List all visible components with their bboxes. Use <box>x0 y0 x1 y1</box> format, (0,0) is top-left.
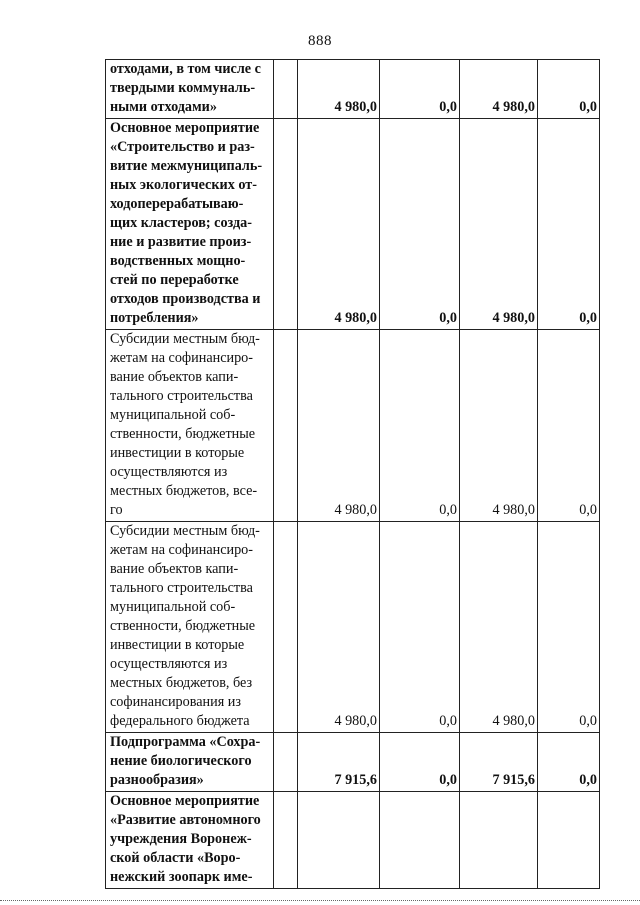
value-cell: 4 980,0 <box>298 330 380 522</box>
value-cell: 4 980,0 <box>298 60 380 119</box>
description-line: Основное мероприятие <box>110 793 260 809</box>
row-description <box>106 119 274 330</box>
value-cell <box>538 792 600 889</box>
description-line: разнообразия» <box>110 772 204 788</box>
table-row <box>106 522 600 733</box>
description-line: ственности, бюджетные <box>110 426 256 442</box>
row-description <box>106 522 274 733</box>
description-line: отходами, в том числе с <box>110 61 261 77</box>
description-line: Субсидии местным бюд- <box>110 331 260 347</box>
description-line: тального строительства <box>110 580 253 596</box>
empty-cell <box>274 330 298 522</box>
empty-cell <box>274 60 298 119</box>
description-line: отходов производства и <box>110 291 261 307</box>
empty-cell <box>274 119 298 330</box>
table-row <box>106 119 600 330</box>
table-row <box>106 60 600 119</box>
description-line: го <box>110 502 123 518</box>
value-cell: 0,0 <box>538 330 600 522</box>
description-line: Субсидии местным бюд- <box>110 523 260 539</box>
row-description <box>106 330 274 522</box>
value-cell <box>460 792 538 889</box>
table-row <box>106 792 600 889</box>
value-cell: 0,0 <box>538 60 600 119</box>
value-cell: 0,0 <box>380 119 460 330</box>
value-cell: 0,0 <box>538 119 600 330</box>
description-line: софинансирования из <box>110 694 241 710</box>
description-line: муниципальной соб- <box>110 599 236 615</box>
description-line: ственности, бюджетные <box>110 618 256 634</box>
description-line: ской области «Воро- <box>110 850 241 866</box>
value-cell: 4 980,0 <box>460 522 538 733</box>
description-line: муниципальной соб- <box>110 407 236 423</box>
description-line: водственных мощно- <box>110 253 246 269</box>
description-line: витие межмуниципаль- <box>110 158 263 174</box>
empty-cell <box>274 792 298 889</box>
page-bottom-rule <box>0 900 640 901</box>
description-line: тального строительства <box>110 388 253 404</box>
value-cell: 0,0 <box>538 733 600 792</box>
value-cell: 7 915,6 <box>298 733 380 792</box>
description-line: нение биологического <box>110 753 252 769</box>
value-cell: 4 980,0 <box>298 522 380 733</box>
description-line: нежский зоопарк име- <box>110 869 253 885</box>
description-line: вание объектов капи- <box>110 369 239 385</box>
description-line: ние и развитие произ- <box>110 234 252 250</box>
value-cell: 4 980,0 <box>460 119 538 330</box>
row-description <box>106 60 274 119</box>
description-line: инвестиции в которые <box>110 637 245 653</box>
description-line: осуществляются из <box>110 464 228 480</box>
description-line: ходоперерабатываю- <box>110 196 244 212</box>
value-cell: 0,0 <box>538 522 600 733</box>
value-cell <box>298 792 380 889</box>
description-line: федерального бюджета <box>110 713 250 729</box>
description-line: потребления» <box>110 310 199 326</box>
value-cell: 0,0 <box>380 733 460 792</box>
description-line: «Строительство и раз- <box>110 139 255 155</box>
table-row <box>106 330 600 522</box>
row-description <box>106 792 274 889</box>
description-line: жетам на софинансиро- <box>110 542 254 558</box>
description-line: стей по переработке <box>110 272 239 288</box>
description-line: местных бюджетов, все- <box>110 483 258 499</box>
value-cell: 0,0 <box>380 522 460 733</box>
row-description <box>106 733 274 792</box>
description-line: ными отходами» <box>110 99 217 115</box>
description-line: «Развитие автономного <box>110 812 261 828</box>
empty-cell <box>274 733 298 792</box>
description-line: инвестиции в которые <box>110 445 245 461</box>
description-line: Основное мероприятие <box>110 120 260 136</box>
empty-cell <box>274 522 298 733</box>
value-cell: 0,0 <box>380 330 460 522</box>
table-row <box>106 733 600 792</box>
value-cell: 0,0 <box>380 60 460 119</box>
value-cell: 4 980,0 <box>460 60 538 119</box>
description-line: учреждения Воронеж- <box>110 831 252 847</box>
description-line: Подпрограмма «Сохра- <box>110 734 261 750</box>
description-line: щих кластеров; созда- <box>110 215 252 231</box>
value-cell: 4 980,0 <box>460 330 538 522</box>
value-cell: 7 915,6 <box>460 733 538 792</box>
description-line: вание объектов капи- <box>110 561 239 577</box>
value-cell: 4 980,0 <box>298 119 380 330</box>
value-cell <box>380 792 460 889</box>
budget-table <box>105 59 600 889</box>
description-line: осуществляются из <box>110 656 228 672</box>
page-number: 888 <box>308 33 332 49</box>
description-line: жетам на софинансиро- <box>110 350 254 366</box>
description-line: местных бюджетов, без <box>110 675 253 691</box>
description-line: ных экологических от- <box>110 177 257 193</box>
description-line: твердыми коммуналь- <box>110 80 256 96</box>
